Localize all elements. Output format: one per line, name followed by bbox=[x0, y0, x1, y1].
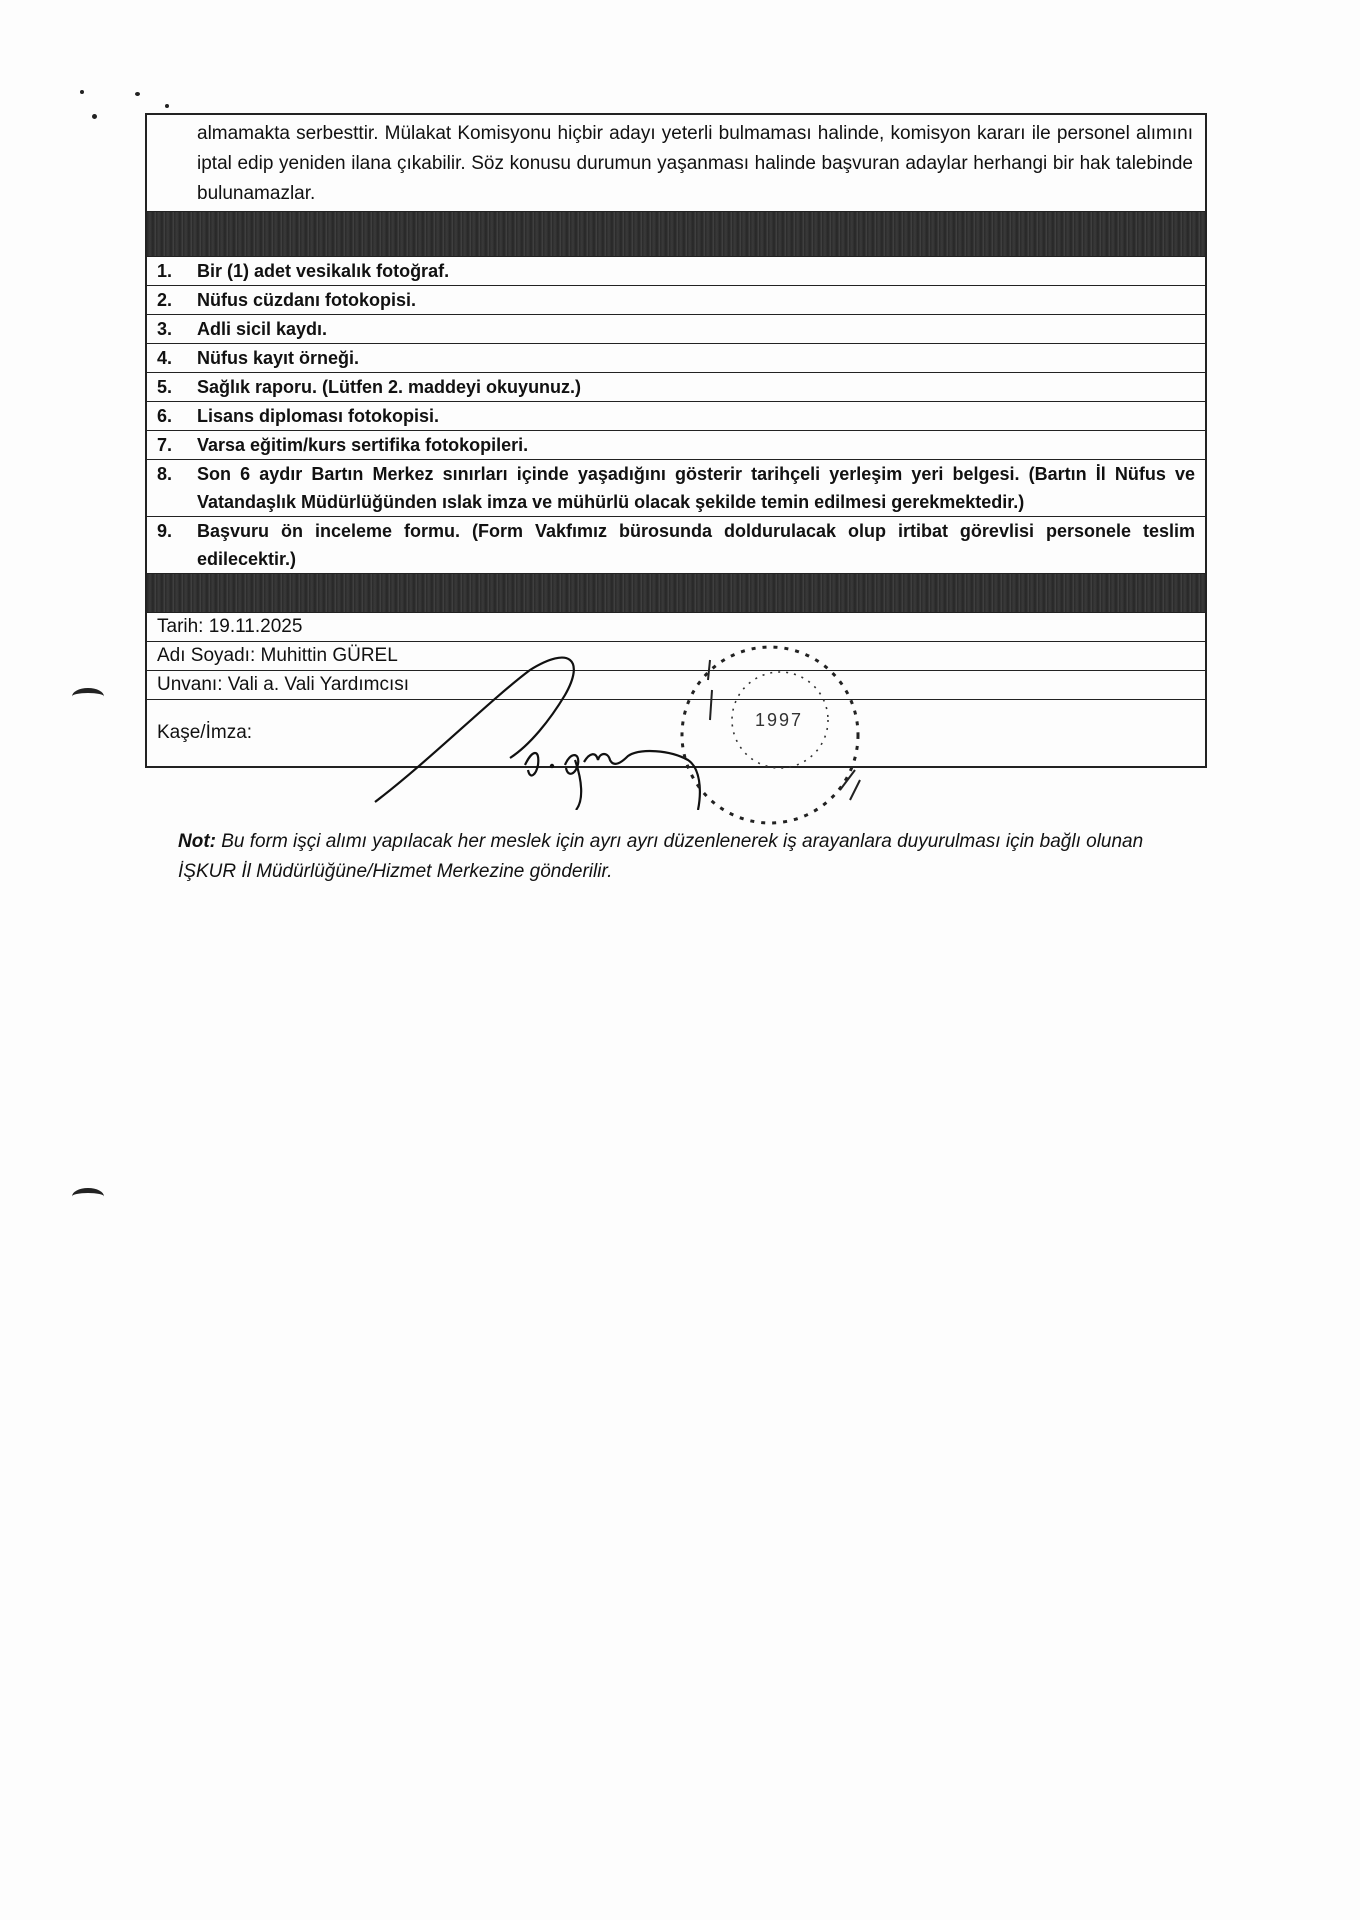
item-text: Nüfus kayıt örneği. bbox=[197, 348, 360, 368]
item-text: Lisans diploması fotokopisi. bbox=[197, 406, 440, 426]
section-header-approval bbox=[147, 574, 1205, 613]
title-text: Unvanı: Vali a. Vali Yardımcısı bbox=[157, 674, 410, 695]
list-item bbox=[147, 286, 1205, 315]
item-text: Nüfus cüzdanı fotokopisi. bbox=[197, 290, 416, 310]
section-header-documents bbox=[147, 212, 1205, 257]
footer-note bbox=[178, 827, 1188, 887]
list-item bbox=[147, 402, 1205, 431]
intro-paragraph: almamakta serbesttir. Mülakat Komisyonu hiçbir adayı yeterli bulmaması halinde, komisyon kararı ile personel alımını iptal edip yeniden ilana çıkabilir. Söz konusu durumun yaşanması halinde başvuran adaylar herhangi bir hak talebinde bulunamazlar. bbox=[147, 115, 1205, 212]
item-number: 6. bbox=[157, 406, 173, 426]
name-text: Adı Soyadı: Muhittin GÜREL bbox=[157, 645, 398, 666]
item-number: 5. bbox=[157, 377, 173, 397]
scan-speck bbox=[80, 90, 84, 94]
item-text: Başvuru ön inceleme formu. (Form Vakfımız bürosunda doldurulacak olup irtibat görevlisi personele teslim edilecektir.) bbox=[197, 521, 1195, 569]
official-stamp bbox=[650, 630, 890, 840]
list-item bbox=[147, 517, 1205, 574]
item-number: 4. bbox=[157, 348, 173, 368]
scan-speck bbox=[92, 114, 97, 119]
stamp-year: 1997 bbox=[755, 710, 804, 730]
item-number: 7. bbox=[157, 435, 173, 455]
scan-speck bbox=[165, 104, 169, 108]
item-text: Adli sicil kaydı. bbox=[197, 319, 328, 339]
documents-list bbox=[147, 257, 1205, 574]
list-item bbox=[147, 431, 1205, 460]
punch-hole-mark bbox=[72, 1188, 104, 1205]
punch-hole-mark bbox=[72, 688, 104, 705]
item-text: Bir (1) adet vesikalık fotoğraf. bbox=[197, 261, 450, 281]
list-item bbox=[147, 344, 1205, 373]
item-text: Son 6 aydır Bartın Merkez sınırları içinde yaşadığını gösterir tarihçeli yerleşim yeri belgesi. (Bartın İl Nüfus ve Vatandaşlık Müdürlüğünden ıslak imza ve mühürlü olacak şekilde temin edilmesi gerekmektedir.) bbox=[197, 464, 1195, 512]
list-item bbox=[147, 315, 1205, 344]
item-text: Varsa eğitim/kurs sertifika fotokopileri. bbox=[197, 435, 529, 455]
scan-speck bbox=[135, 92, 140, 96]
item-number: 3. bbox=[157, 319, 173, 339]
date-text: Tarih: 19.11.2025 bbox=[157, 616, 303, 637]
item-number: 8. bbox=[157, 464, 173, 484]
note-text: Bu form işçi alımı yapılacak her meslek için ayrı ayrı düzenlenerek iş arayanlara duyurulması için bağlı olunan İŞKUR İl Müdürlüğüne/Hizmet Merkezine gönderilir. bbox=[178, 831, 1144, 882]
list-item bbox=[147, 373, 1205, 402]
stamp-signature-label: Kaşe/İmza: bbox=[157, 722, 253, 743]
list-item bbox=[147, 460, 1205, 517]
list-item bbox=[147, 257, 1205, 286]
item-number: 2. bbox=[157, 290, 173, 310]
note-label: Not: bbox=[178, 831, 216, 852]
item-text: Sağlık raporu. (Lütfen 2. maddeyi okuyunuz.) bbox=[197, 377, 582, 397]
item-number: 9. bbox=[157, 521, 173, 541]
item-number: 1. bbox=[157, 261, 173, 281]
